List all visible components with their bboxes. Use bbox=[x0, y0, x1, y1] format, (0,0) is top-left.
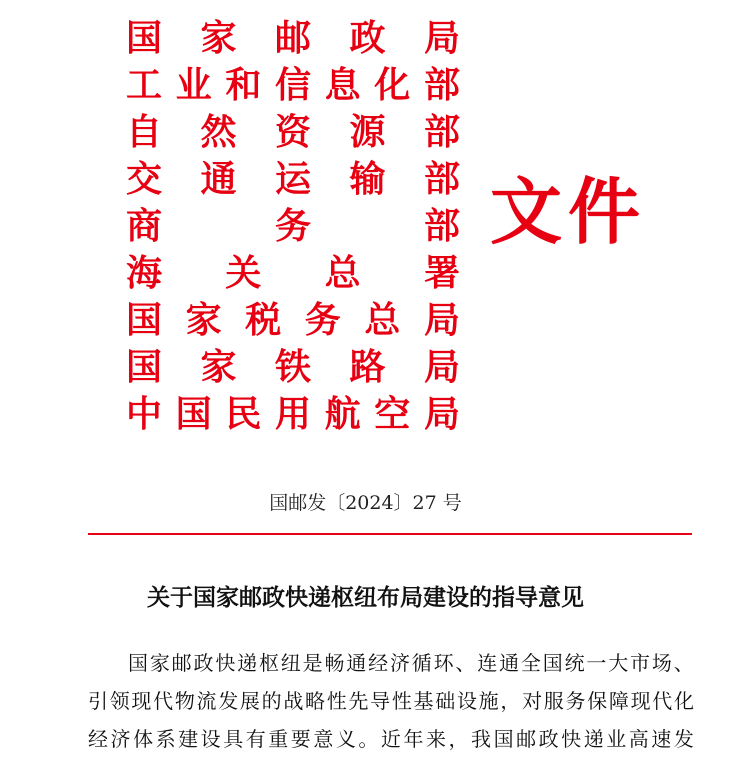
body-line: 国 家 邮 政 快 递 枢 纽 是 畅 通 经 济 循 环 、 连 通 全 国 统 一 大 市 场 、 bbox=[128, 651, 694, 675]
issuer-row: 海 关 总 署 bbox=[126, 251, 460, 294]
issuer-row: 工 业 和 信 息 化 部 bbox=[126, 63, 460, 106]
issuer-row: 国 家 铁 路 局 bbox=[126, 345, 460, 388]
issuer-row: 自 然 资 源 部 bbox=[126, 110, 460, 153]
body-line: 引 领 现 代 物 流 发 展 的 战 略 性 先 导 性 基 础 设 施 ， 对 服 务 保 障 现 代 化 bbox=[88, 689, 694, 713]
issuer-row: 中 国 民 用 航 空 局 bbox=[126, 392, 460, 435]
document-label: 文件 bbox=[490, 169, 647, 254]
issuer-row: 国 家 邮 政 局 bbox=[126, 16, 460, 59]
body-text bbox=[88, 644, 694, 758]
red-divider bbox=[88, 533, 692, 535]
body-line: 经 济 体 系 建 设 具 有 重 要 意 义 。 近 年 来 ， 我 国 邮 政 快 递 业 高 速 发 bbox=[88, 727, 694, 751]
issuer-row: 交 通 运 输 部 bbox=[126, 157, 460, 200]
issuer-row: 国 家 税 务 总 局 bbox=[126, 298, 460, 341]
document-title: 关于国家邮政快递枢纽布局建设的指导意见 bbox=[147, 584, 584, 611]
issuer-row: 商 务 部 bbox=[126, 204, 460, 247]
document-number: 国邮发〔2024〕27 号 bbox=[269, 492, 462, 514]
issuing-authorities bbox=[126, 14, 460, 437]
